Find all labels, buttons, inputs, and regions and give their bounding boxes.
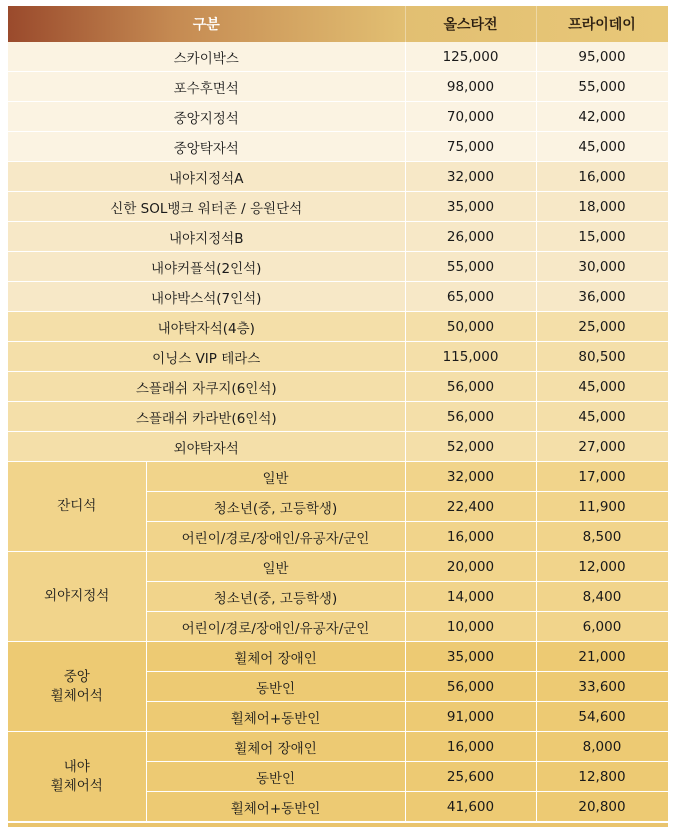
allstar-price: 22,400: [405, 492, 536, 522]
table-row: [8, 132, 668, 162]
table-row: [8, 312, 668, 342]
seat-name: 내야박스석(7인석): [8, 282, 405, 312]
seat-name: 내야커플석(2인석): [8, 252, 405, 282]
allstar-price: 91,000: [405, 702, 536, 732]
seat-name: 스카이박스: [8, 42, 405, 72]
seat-subtype: 휠체어 장애인: [146, 732, 405, 762]
seat-name: 신한 SOL뱅크 워터존 / 응원단석: [8, 192, 405, 222]
group-label-lawn: 잔디석: [8, 462, 146, 552]
table-row: [8, 222, 668, 252]
table-row: [8, 462, 668, 492]
ticket-price-table: [8, 6, 669, 822]
allstar-price: 75,000: [405, 132, 536, 162]
seat-subtype: 청소년(중, 고등학생): [146, 582, 405, 612]
allstar-price: 20,000: [405, 552, 536, 582]
table-header-row: [8, 6, 668, 42]
allstar-price: 26,000: [405, 222, 536, 252]
seat-subtype: 동반인: [146, 672, 405, 702]
friday-price: 30,000: [536, 252, 668, 282]
friday-price: 42,000: [536, 102, 668, 132]
table-row: [8, 402, 668, 432]
group-label-line2: 휠체어석: [50, 777, 103, 794]
allstar-price: 35,000: [405, 642, 536, 672]
seat-subtype: 일반: [146, 552, 405, 582]
friday-price: 80,500: [536, 342, 668, 372]
friday-price: 27,000: [536, 432, 668, 462]
seat-subtype: 어린이/경로/장애인/유공자/군인: [146, 612, 405, 642]
header-allstar: 올스타전: [405, 6, 536, 42]
table-row: [8, 252, 668, 282]
allstar-price: 56,000: [405, 672, 536, 702]
friday-price: 11,900: [536, 492, 668, 522]
group-label-line1: 내야: [63, 758, 90, 775]
group-label-center-wheelchair: [8, 642, 146, 732]
table-bottom-edge: [8, 823, 668, 827]
allstar-price: 35,000: [405, 192, 536, 222]
allstar-price: 115,000: [405, 342, 536, 372]
table-row: [8, 732, 668, 762]
allstar-price: 55,000: [405, 252, 536, 282]
table-row: [8, 72, 668, 102]
friday-price: 36,000: [536, 282, 668, 312]
allstar-price: 56,000: [405, 372, 536, 402]
allstar-price: 65,000: [405, 282, 536, 312]
allstar-price: 16,000: [405, 732, 536, 762]
seat-name: 중앙탁자석: [8, 132, 405, 162]
seat-subtype: 동반인: [146, 762, 405, 792]
allstar-price: 125,000: [405, 42, 536, 72]
allstar-price: 98,000: [405, 72, 536, 102]
friday-price: 45,000: [536, 402, 668, 432]
allstar-price: 16,000: [405, 522, 536, 552]
seat-name: 포수후면석: [8, 72, 405, 102]
friday-price: 6,000: [536, 612, 668, 642]
group-label-outfield: 외야지정석: [8, 552, 146, 642]
seat-subtype: 휠체어 장애인: [146, 642, 405, 672]
seat-subtype: 일반: [146, 462, 405, 492]
table-row: [8, 642, 668, 672]
friday-price: 21,000: [536, 642, 668, 672]
seat-name: 내야지정석B: [8, 222, 405, 252]
allstar-price: 41,600: [405, 792, 536, 822]
table-row: [8, 552, 668, 582]
friday-price: 17,000: [536, 462, 668, 492]
allstar-price: 10,000: [405, 612, 536, 642]
friday-price: 45,000: [536, 372, 668, 402]
friday-price: 15,000: [536, 222, 668, 252]
table-row: [8, 372, 668, 402]
table-row: [8, 42, 668, 72]
header-category: 구분: [8, 6, 405, 42]
seat-name: 내야지정석A: [8, 162, 405, 192]
allstar-price: 50,000: [405, 312, 536, 342]
friday-price: 25,000: [536, 312, 668, 342]
allstar-price: 70,000: [405, 102, 536, 132]
table-row: [8, 342, 668, 372]
group-label-line1: 중앙: [63, 668, 90, 685]
table-row: [8, 192, 668, 222]
friday-price: 20,800: [536, 792, 668, 822]
seat-name: 스플래쉬 자쿠지(6인석): [8, 372, 405, 402]
friday-price: 95,000: [536, 42, 668, 72]
friday-price: 33,600: [536, 672, 668, 702]
table-row: [8, 282, 668, 312]
group-label-line2: 휠체어석: [50, 687, 103, 704]
friday-price: 18,000: [536, 192, 668, 222]
header-friday: 프라이데이: [536, 6, 668, 42]
table-row: [8, 162, 668, 192]
seat-name: 외야탁자석: [8, 432, 405, 462]
friday-price: 8,500: [536, 522, 668, 552]
seat-name: 중앙지정석: [8, 102, 405, 132]
friday-price: 12,000: [536, 552, 668, 582]
allstar-price: 56,000: [405, 402, 536, 432]
table-row: [8, 102, 668, 132]
friday-price: 16,000: [536, 162, 668, 192]
seat-subtype: 어린이/경로/장애인/유공자/군인: [146, 522, 405, 552]
seat-subtype: 휠체어+동반인: [146, 702, 405, 732]
friday-price: 45,000: [536, 132, 668, 162]
allstar-price: 14,000: [405, 582, 536, 612]
allstar-price: 32,000: [405, 162, 536, 192]
table-row: [8, 432, 668, 462]
seat-subtype: 청소년(중, 고등학생): [146, 492, 405, 522]
allstar-price: 25,600: [405, 762, 536, 792]
seat-name: 내야탁자석(4층): [8, 312, 405, 342]
price-table-container: [8, 6, 668, 822]
seat-name: 스플래쉬 카라반(6인석): [8, 402, 405, 432]
friday-price: 55,000: [536, 72, 668, 102]
group-label-infield-wheelchair: [8, 732, 146, 822]
seat-subtype: 휠체어+동반인: [146, 792, 405, 822]
allstar-price: 32,000: [405, 462, 536, 492]
allstar-price: 52,000: [405, 432, 536, 462]
friday-price: 12,800: [536, 762, 668, 792]
friday-price: 54,600: [536, 702, 668, 732]
friday-price: 8,400: [536, 582, 668, 612]
friday-price: 8,000: [536, 732, 668, 762]
seat-name: 이닝스 VIP 테라스: [8, 342, 405, 372]
